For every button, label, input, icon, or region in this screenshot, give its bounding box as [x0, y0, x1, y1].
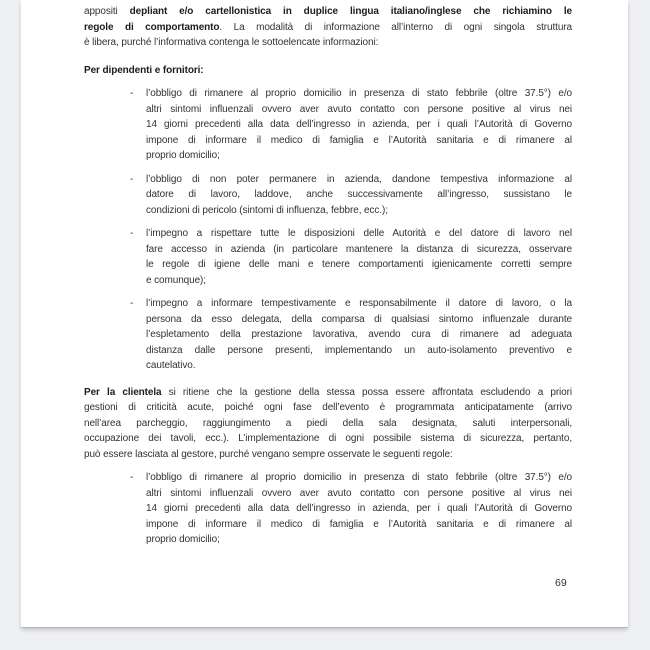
- text-line: regole di comportamento. La modalità di informazione all’interno di ogni singola struttura: [84, 21, 572, 33]
- text-line: proprio domicilio;: [146, 150, 220, 161]
- text-line: gestioni di criticità acute, poiché ogni fase dell’evento è programmata anticipatamente (arrivo: [84, 402, 572, 413]
- text-line: altri sintomi influenzali ovvero aver avuto contatto con persone positive al virus nei: [146, 103, 572, 115]
- dash-marker: -: [130, 228, 134, 239]
- dash-marker: -: [130, 298, 134, 309]
- text-line: le regole di igiene delle mani e tenere comportamenti igienicamente corretti sempre: [146, 259, 572, 270]
- text-line: impone di informare il medico di famiglia e l’Autorità sanitaria e di rimanere al: [146, 518, 572, 530]
- text-line: nell’area parcheggio, raggiungimento a piedi della sala designata, saluti interpersonali,: [84, 417, 572, 429]
- text-line: impone di informare il medico di famiglia e l’Autorità sanitaria e di rimanere al: [146, 134, 572, 146]
- dash-marker: -: [130, 173, 134, 185]
- text-line: l’impegno a informare tempestivamente e responsabilmente il datore di lavoro, o la: [146, 298, 572, 309]
- text-line: altri sintomi influenzali ovvero aver avuto contatto con persone positive al virus nei: [146, 487, 572, 499]
- document-page: [21, 0, 628, 627]
- text-line: Per la clientela si ritiene che la gestione della stessa possa essere affrontata escludendo a priori: [84, 386, 572, 398]
- text-line: e comunque);: [146, 274, 206, 286]
- text-line: fare accesso in azienda (in particolare mantenere la distanza di sicurezza, osservare: [146, 243, 572, 255]
- bullet-text: [146, 296, 572, 374]
- bullet-text: [146, 226, 572, 288]
- text-line: persona da esso delegata, della comparsa di qualsiasi sintomo influenzale durante: [146, 313, 572, 325]
- bullet-item: [84, 296, 572, 374]
- bullet-list-employees: [84, 86, 572, 374]
- text-line: occupazione dei tavoli, ecc.). L’implementazione di ogni possibile sistema di sicurezza, pertanto,: [84, 433, 572, 444]
- text-line: distanza dalle persone presenti, implementando un auto-isolamento preventivo e: [146, 344, 572, 356]
- text-line: l’espletamento della prestazione lavorativa, avendo cura di rimanere ad adeguata: [146, 329, 572, 340]
- text-line: l’obbligo di non poter permanere in azienda, dandone tempestiva informazione al: [146, 173, 572, 185]
- text-line: l’obbligo di rimanere al proprio domicilio in presenza di stato febbrile (oltre 37.5°) e/o: [146, 472, 572, 483]
- text-line: l’impegno a rispettare tutte le disposizioni delle Autorità e del datore di lavoro nel: [146, 228, 572, 239]
- page-number: 69: [555, 577, 567, 589]
- text-line: condizioni di pericolo (sintomi di influenza, febbre, ecc.);: [146, 204, 388, 216]
- page-content: [84, 0, 572, 548]
- bullet-text: [146, 470, 572, 548]
- bullet-item: [84, 86, 572, 164]
- text-line: 14 giorni precedenti alla data dell’ingresso in azienda, per i quali l’Autorità di Governo: [146, 119, 572, 130]
- section-heading-employees: Per dipendenti e fornitori:: [84, 64, 204, 76]
- text-line: può essere lasciata al gestore, purché vengano sempre osservate le seguenti regole:: [84, 448, 453, 460]
- bullet-item: [84, 226, 572, 288]
- bullet-text: [146, 172, 572, 219]
- dash-marker: -: [130, 472, 134, 483]
- text-line: 14 giorni precedenti alla data dell’ingresso in azienda, per i quali l’Autorità di Governo: [146, 503, 572, 514]
- text-line: è libera, purché l’informativa contenga le sottoelencate informazioni:: [84, 37, 379, 48]
- text-line: l’obbligo di rimanere al proprio domicilio in presenza di stato febbrile (oltre 37.5°) e/o: [146, 88, 572, 99]
- bullet-item: [84, 172, 572, 219]
- clipped-text-fragment: [84, 0, 572, 4]
- text-line: appositi depliant e/o cartellonistica in duplice lingua italiano/inglese che richiamino le: [84, 6, 572, 17]
- bullet-list-customers: [84, 470, 572, 548]
- text-line: datore di lavoro, laddove, anche successivamente all’ingresso, sussistano le: [146, 189, 572, 200]
- text-line: proprio domicilio;: [146, 534, 220, 545]
- bullet-text: [146, 86, 572, 164]
- intro-paragraph: [84, 4, 572, 51]
- bullet-item: [84, 470, 572, 548]
- text-line: cautelativo.: [146, 360, 196, 371]
- customers-paragraph: [84, 385, 572, 463]
- dash-marker: -: [130, 88, 134, 99]
